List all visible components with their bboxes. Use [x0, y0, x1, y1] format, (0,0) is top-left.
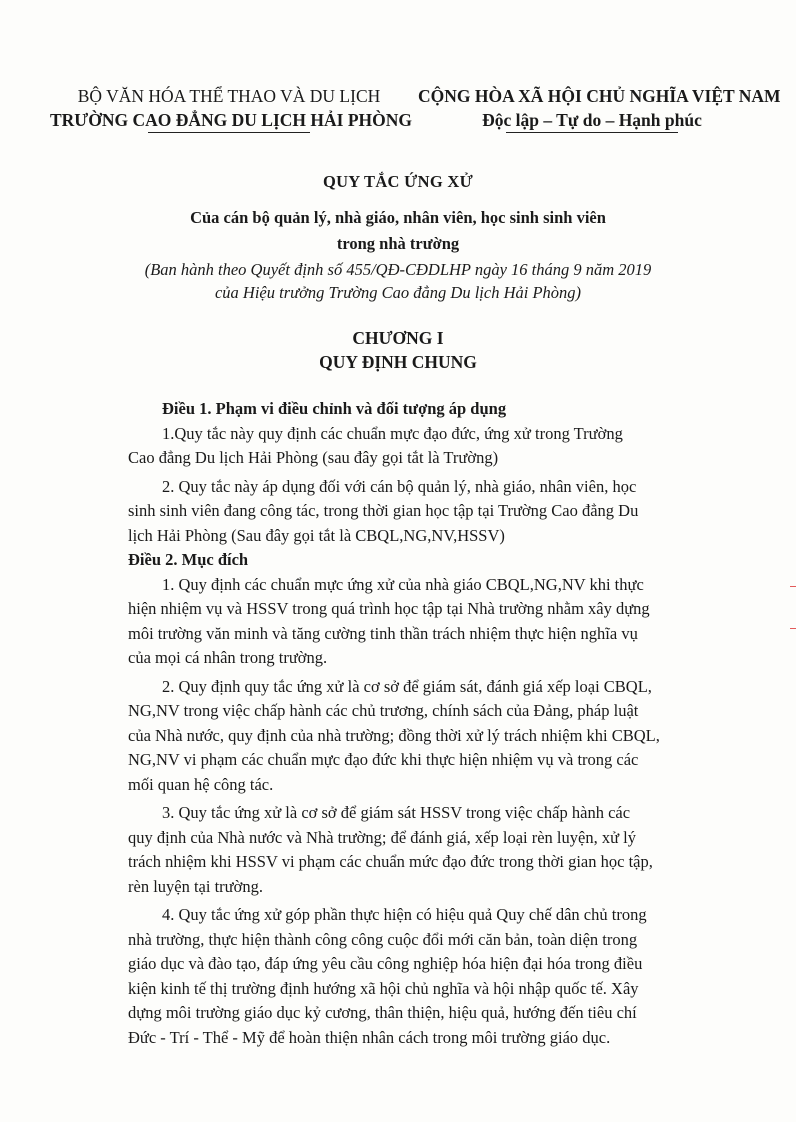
- paragraph-line: NG,NV trong việc chấp hành các chủ trương, chính sách của Đảng, pháp luật: [128, 701, 639, 720]
- edge-mark: [790, 628, 796, 629]
- document-title: QUY TẮC ỨNG XỬ: [322, 172, 474, 191]
- paragraph-line: 4. Quy tắc ứng xử góp phần thực hiện có hiệu quả Quy chế dân chủ trong: [162, 905, 647, 924]
- article-2-heading: Điều 2. Mục đích: [128, 550, 249, 569]
- paragraph-line: hiện nhiệm vụ và HSSV trong quá trình học tập tại Nhà trường nhằm xây dựng: [128, 599, 650, 618]
- paragraph-line: của mọi cá nhân trong trường.: [128, 648, 328, 667]
- paragraph-line: dựng môi trường giáo dục kỷ cương, thân thiện, hiệu quả, hướng đến tiêu chí: [128, 1003, 637, 1022]
- school-name: TRƯỜNG CAO ĐẲNG DU LỊCH HẢI PHÒNG: [50, 110, 412, 130]
- national-motto: Độc lập – Tự do – Hạnh phúc: [482, 110, 702, 130]
- paragraph-line: kiện kinh tế thị trường định hướng xã hội chủ nghĩa và hội nhập quốc tế. Xây: [128, 978, 639, 998]
- paragraph-line: giáo dục và đào tạo, đáp ứng yêu cầu công nghiệp hóa hiện đại hóa trong điều: [128, 954, 643, 973]
- issuance-note-line1: (Ban hành theo Quyết định số 455/QĐ-CĐDLHP ngày 16 tháng 9 năm 2019: [144, 260, 652, 279]
- national-header: [418, 84, 781, 132]
- issuance-note-line2: của Hiệu trưởng Trường Cao đẳng Du lịch Hải Phòng): [214, 283, 582, 302]
- ministry-header: [50, 84, 412, 132]
- header-divider-right: [506, 132, 678, 133]
- paragraph-line: môi trường văn minh và tăng cường tinh thần trách nhiệm thực hiện nghĩa vụ: [128, 623, 638, 643]
- article-1-heading: Điều 1. Phạm vi điều chỉnh và đối tượng áp dụng: [162, 399, 507, 418]
- paragraph-line: 1. Quy định các chuẩn mực ứng xử của nhà giáo CBQL,NG,NV khi thực: [162, 574, 644, 594]
- paragraph-line: Cao đẳng Du lịch Hải Phòng (sau đây gọi tắt là Trường): [128, 448, 499, 467]
- document-body: [128, 397, 716, 1050]
- chapter-number: CHƯƠNG I: [352, 328, 444, 348]
- paragraph-line: rèn luyện tại trường.: [128, 876, 263, 896]
- paragraph-line: 1.Quy tắc này quy định các chuẩn mực đạo đức, ứng xử trong Trường: [162, 423, 623, 443]
- ministry-name: BỘ VĂN HÓA THỂ THAO VÀ DU LỊCH: [77, 86, 381, 106]
- paragraph-line: 3. Quy tắc ứng xử là cơ sở để giám sát HSSV trong việc chấp hành các: [162, 803, 631, 822]
- national-title: CỘNG HÒA XÃ HỘI CHỦ NGHĨA VIỆT NAM: [418, 86, 781, 106]
- paragraph-line: NG,NV vi phạm các chuẩn mực đạo đức khi thực hiện nhiệm vụ và trong các: [128, 750, 639, 769]
- paragraph-line: 2. Quy định quy tắc ứng xử là cơ sở để giám sát, đánh giá xếp loại CBQL,: [162, 676, 652, 696]
- paragraph-line: trách nhiệm khi HSSV vi phạm các chuẩn mức đạo đức trong thời gian học tập,: [128, 852, 653, 871]
- paragraph-line: Đức - Trí - Thể - Mỹ để hoàn thiện nhân cách trong môi trường giáo dục.: [128, 1027, 611, 1047]
- document-subtitle-line1: Của cán bộ quản lý, nhà giáo, nhân viên, học sinh sinh viên: [190, 208, 606, 227]
- document-subtitle-line2: trong nhà trường: [336, 234, 460, 253]
- paragraph-line: quy định của Nhà nước và Nhà trường; để đánh giá, xếp loại rèn luyện, xử lý: [128, 827, 636, 847]
- paragraph-line: của Nhà nước, quy định của nhà trường; đồng thời xử lý trách nhiệm khi CBQL,: [128, 725, 660, 745]
- paragraph-line: mối quan hệ công tác.: [128, 774, 274, 794]
- paragraph-line: 2. Quy tắc này áp dụng đối với cán bộ quản lý, nhà giáo, nhân viên, học: [162, 476, 637, 496]
- header-divider-left: [148, 132, 310, 133]
- paragraph-line: lịch Hải Phòng (Sau đây gọi tắt là CBQL,NG,NV,HSSV): [128, 525, 505, 545]
- chapter-title: QUY ĐỊNH CHUNG: [319, 352, 477, 372]
- paragraph-line: sinh sinh viên đang công tác, trong thời gian học tập tại Trường Cao đẳng Du: [128, 501, 639, 520]
- paragraph-line: nhà trường, thực hiện thành công công cuộc đổi mới căn bản, toàn diện trong: [128, 929, 638, 949]
- edge-mark: [790, 586, 796, 587]
